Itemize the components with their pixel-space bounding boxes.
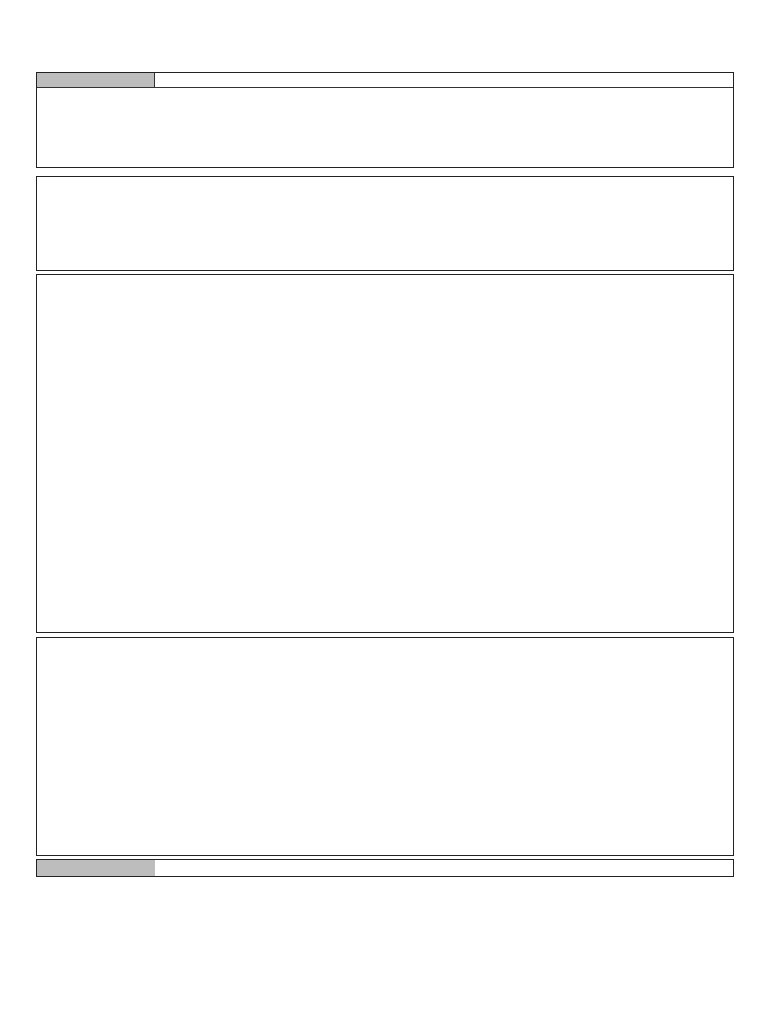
teknis-penunjang-section (36, 637, 734, 856)
teknis-utama-section (36, 274, 734, 633)
data-pemeriksaan-title (37, 73, 155, 87)
kesimpulan-section (36, 859, 734, 997)
kesimpulan-title (37, 860, 155, 876)
data-pemeriksaan-section (36, 72, 734, 168)
admin-section (36, 176, 734, 271)
